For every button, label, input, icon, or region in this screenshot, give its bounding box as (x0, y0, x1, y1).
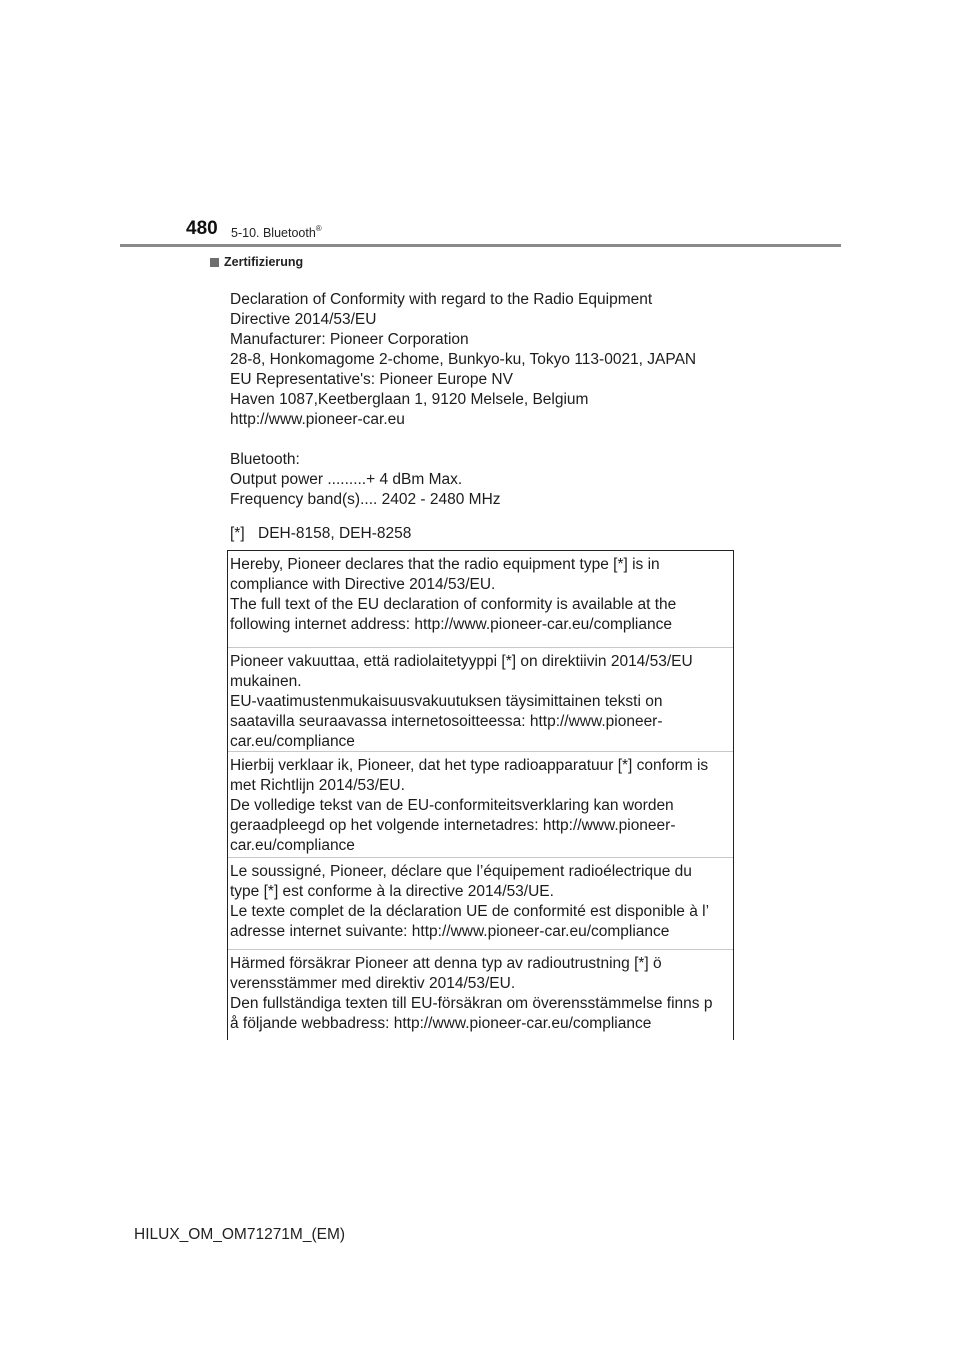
cert-line: Manufacturer: Pioneer Corporation (230, 331, 469, 348)
declaration-line: following internet address: http://www.pioneer-car.eu/compliance (230, 616, 672, 633)
declaration-cell (228, 857, 733, 949)
section-title (231, 224, 322, 240)
declaration-cell (228, 551, 733, 647)
declaration-cell (228, 949, 733, 1041)
declaration-line: Den fullständiga texten till EU-försäkran om överensstämmelse finns p (230, 995, 713, 1012)
subheading-label: Zertifizierung (224, 255, 304, 269)
declaration-line: type [*] est conforme à la directive 2014/53/UE. (230, 883, 554, 900)
footer-doc-id: HILUX_OM_OM71271M_(EM) (134, 1226, 346, 1243)
bluetooth-line: Output power .........+ 4 dBm Max. (230, 471, 463, 488)
page-number: 480 (186, 218, 218, 239)
bluetooth-line: Bluetooth: (230, 451, 300, 468)
cert-line: Directive 2014/53/EU (230, 311, 377, 328)
bluetooth-line: Frequency band(s).... 2402 - 2480 MHz (230, 491, 501, 508)
cert-line: Haven 1087,Keetberglaan 1, 9120 Melsele, Belgium (230, 391, 589, 408)
declaration-line: The full text of the EU declaration of conformity is available at the (230, 596, 677, 613)
cert-line: 28-8, Honkomagome 2-chome, Bunkyo-ku, Tokyo 113-0021, JAPAN (230, 351, 697, 368)
declaration-line: geraadpleegd op het volgende internetadres: http://www.pioneer- (230, 817, 676, 834)
declaration-line: verensstämmer med direktiv 2014/53/EU. (230, 975, 516, 992)
declaration-line: Hereby, Pioneer declares that the radio equipment type [*] is in (230, 556, 660, 573)
model-values: DEH-8158, DEH-8258 (258, 525, 412, 542)
declaration-line: met Richtlijn 2014/53/EU. (230, 777, 405, 794)
declaration-line: Le soussigné, Pioneer, déclare que l’équipement radioélectrique du (230, 863, 692, 880)
header-divider (120, 244, 841, 247)
declaration-line: saatavilla seuraavassa internetosoitteessa: http://www.pioneer- (230, 713, 663, 730)
model-list (230, 525, 411, 543)
declaration-line: å följande webbadress: http://www.pioneer-car.eu/compliance (230, 1015, 652, 1032)
declaration-line: De volledige tekst van de EU-conformiteitsverklaring kan worden (230, 797, 674, 814)
cert-line: EU Representative's: Pioneer Europe NV (230, 371, 513, 388)
cert-line: Declaration of Conformity with regard to the Radio Equipment (230, 291, 653, 308)
declarations-table (227, 550, 734, 1040)
declaration-line: adresse internet suivante: http://www.pioneer-car.eu/compliance (230, 923, 670, 940)
subheading (210, 255, 303, 269)
square-bullet-icon (210, 258, 219, 267)
declaration-line: Le texte complet de la déclaration UE de conformité est disponible à l’ (230, 903, 710, 920)
model-tag: [*] (230, 525, 245, 542)
cert-url: http://www.pioneer-car.eu (230, 411, 405, 428)
declaration-line: Härmed försäkrar Pioneer att denna typ av radioutrustning [*] ö (230, 955, 662, 972)
declaration-line: compliance with Directive 2014/53/EU. (230, 576, 496, 593)
declaration-line: car.eu/compliance (230, 837, 355, 854)
declaration-cell (228, 751, 733, 857)
declaration-line: Hierbij verklaar ik, Pioneer, dat het type radioapparatuur [*] conform is (230, 757, 709, 774)
registered-mark: ® (315, 224, 322, 233)
declaration-line: EU-vaatimustenmukaisuusvakuutuksen täysimittainen teksti on (230, 693, 663, 710)
declaration-line: Pioneer vakuuttaa, että radiolaitetyyppi [*] on direktiivin 2014/53/EU (230, 653, 693, 670)
section-label: 5-10. Bluetooth (231, 226, 316, 240)
declaration-line: mukainen. (230, 673, 302, 690)
declaration-cell (228, 647, 733, 751)
certification-block (230, 290, 696, 510)
declaration-line: car.eu/compliance (230, 733, 355, 750)
